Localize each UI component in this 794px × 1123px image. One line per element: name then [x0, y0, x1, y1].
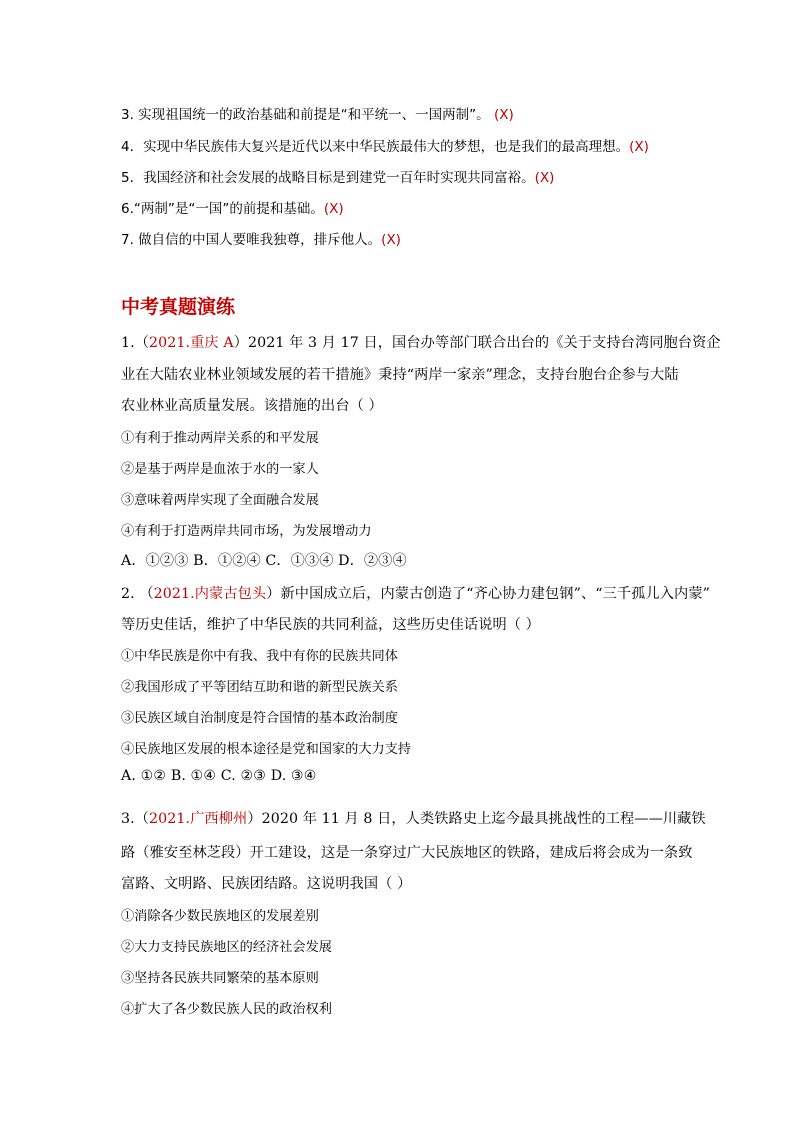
question-1-line-2: 业在大陆农业林业领域发展的若干措施》秉持“两岸一家亲”理念，支持台胞台企参与大陆 — [121, 367, 679, 383]
question-source: 2021.内蒙古包头 — [153, 586, 267, 602]
option-item: ①有利于推动两岸关系的和平发展 — [121, 431, 319, 446]
question-2-line-2: 等历史佳话，维护了中华民族的共同利益，这些历史佳话说明（ ） — [121, 617, 540, 633]
option-item: ④民族地区发展的根本途径是党和国家的大力支持 — [121, 742, 412, 757]
wrong-mark: (X) — [381, 232, 401, 248]
question-3-line-2: 路（雅安至林芝段）开工建设，这是一条穿过广大民族地区的铁路，建成后将会成为一条致 — [121, 845, 693, 861]
option-item: ③意味着两岸实现了全面融合发展 — [121, 493, 319, 508]
wrong-mark: (X) — [493, 107, 514, 123]
option-item: ③民族区域自治制度是符合国情的基本政治制度 — [121, 711, 398, 726]
wrong-mark: (X) — [323, 201, 344, 217]
option-item: ②是基于两岸是血浓于水的一家人 — [121, 462, 319, 477]
option-item: ①消除各少数民族地区的发展差别 — [121, 909, 319, 924]
option-item: ①中华民族是你中有我、我中有你的民族共同体 — [121, 649, 398, 664]
option-item: ②大力支持民族地区的经济社会发展 — [121, 940, 332, 955]
judgment-item-3: 3. 实现祖国统一的政治基础和前提是“和平统一、一国两制”。 (X) — [121, 107, 514, 123]
question-1-line-3: 农业林业高质量发展。该措施的出台（ ） — [121, 398, 383, 414]
judgment-item-7: 7. 做自信的中国人要唯我独尊，排斥他人。(X) — [121, 232, 401, 248]
wrong-mark: (X) — [629, 139, 649, 155]
judgment-item-5: 5．我国经济和社会发展的战略目标是到建党一百年时实现共同富裕。(X) — [121, 170, 555, 186]
section-title: 中考真题演练 — [121, 296, 236, 318]
question-1-line-1: 1.（2021.重庆 A）2021 年 3 月 17 日，国台办等部门联合出台的《关于支持台湾同胞台资企 — [121, 335, 721, 351]
option-item: ④扩大了各少数民族人民的政治权利 — [121, 1002, 332, 1017]
question-source: 2021.广西柳州 — [149, 811, 248, 827]
question-3-line-3: 富路、文明路、民族团结路。这说明我国（ ） — [121, 876, 412, 892]
question-2-line-1: 2. （2021.内蒙古包头）新中国成立后，内蒙古创造了“齐心协力建包钢”、“三千孤儿入内蒙” — [121, 586, 710, 602]
judgment-item-4: 4．实现中华民族伟大复兴是近代以来中华民族最伟大的梦想，也是我们的最高理想。(X) — [121, 139, 649, 155]
option-item: ②我国形成了平等团结互助和谐的新型民族关系 — [121, 680, 398, 695]
judgment-item-6: 6.“两制”是“一国”的前提和基础。(X) — [121, 201, 344, 217]
question-source: 2021.重庆 A — [149, 335, 234, 351]
question-3-line-1: 3.（2021.广西柳州）2020 年 11 月 8 日，人类铁路史上迄今最具挑战性的工程——川藏铁 — [121, 811, 706, 827]
option-item: ④有利于打造两岸共同市场，为发展增动力 — [121, 524, 372, 539]
answer-choices: A．①②③ B．①②④ C．①③④ D．②③④ — [121, 553, 407, 569]
option-item: ③坚持各民族共同繁荣的基本原则 — [121, 971, 319, 986]
answer-choices: A. ①② B. ①④ C. ②③ D. ③④ — [121, 768, 317, 784]
wrong-mark: (X) — [534, 170, 555, 186]
